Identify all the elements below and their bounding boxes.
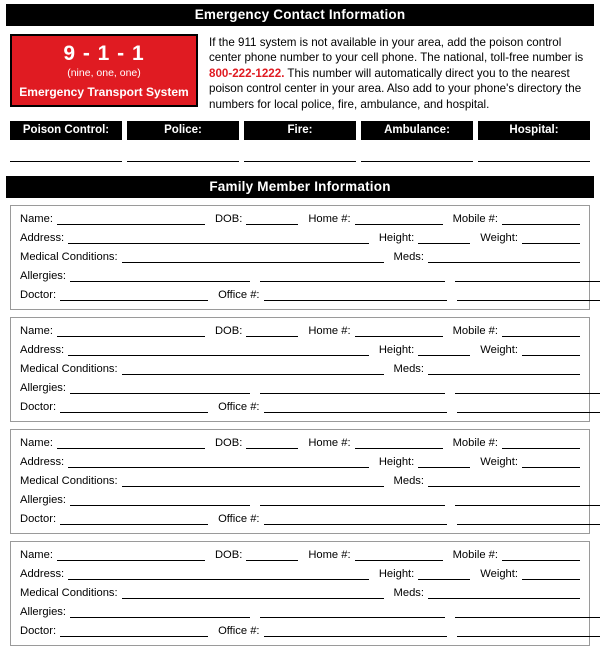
field-weight[interactable] (522, 456, 580, 468)
field-name[interactable] (57, 549, 205, 561)
field-allergies-b[interactable] (260, 606, 445, 618)
field-meds[interactable] (428, 363, 580, 375)
nine-one-one-badge (10, 34, 198, 107)
nine-one-one-number: 9 - 1 - 1 (63, 42, 145, 65)
label-weight: Weight: (480, 567, 518, 580)
contact-line-fire[interactable] (244, 160, 356, 162)
field-home-phone[interactable] (355, 213, 443, 225)
contact-line-police[interactable] (127, 160, 239, 162)
label-weight: Weight: (480, 231, 518, 244)
field-height[interactable] (418, 344, 470, 356)
nine-one-one-spelled: (nine, one, one) (67, 67, 141, 80)
member-row-identity (20, 437, 580, 449)
label-mobile-phone: Mobile #: (452, 212, 498, 225)
contact-label-fire: Fire: (244, 121, 356, 140)
label-doctor: Doctor: (20, 400, 57, 413)
field-doctor-extra[interactable] (457, 401, 600, 413)
label-home-phone: Home #: (308, 212, 351, 225)
field-meds[interactable] (428, 251, 580, 263)
field-mobile-phone[interactable] (502, 437, 580, 449)
field-mobile-phone[interactable] (502, 325, 580, 337)
contact-label-ambulance: Ambulance: (361, 121, 473, 140)
field-medical-conditions[interactable] (122, 475, 384, 487)
field-doctor[interactable] (60, 513, 208, 525)
contact-label-hospital: Hospital: (478, 121, 590, 140)
label-address: Address: (20, 343, 65, 356)
member-row-medical (20, 587, 580, 599)
label-doctor: Doctor: (20, 512, 57, 525)
label-name: Name: (20, 436, 53, 449)
contact-label-police: Police: (127, 121, 239, 140)
field-home-phone[interactable] (355, 437, 443, 449)
emergency-contact-document (0, 4, 600, 637)
label-doctor: Doctor: (20, 624, 57, 637)
field-address[interactable] (68, 344, 369, 356)
label-meds: Meds: (393, 362, 424, 375)
family-member-card (10, 205, 590, 310)
field-allergies-a[interactable] (70, 270, 250, 282)
field-medical-conditions[interactable] (122, 363, 384, 375)
contact-line-hospital[interactable] (478, 160, 590, 162)
label-allergies: Allergies: (20, 605, 67, 618)
field-allergies-c[interactable] (455, 606, 600, 618)
label-name: Name: (20, 324, 53, 337)
label-home-phone: Home #: (308, 548, 351, 561)
field-allergies-a[interactable] (70, 382, 250, 394)
label-address: Address: (20, 455, 65, 468)
field-name[interactable] (57, 437, 205, 449)
field-allergies-c[interactable] (455, 494, 600, 506)
field-home-phone[interactable] (355, 549, 443, 561)
label-medical-conditions: Medical Conditions: (20, 250, 118, 263)
field-dob[interactable] (246, 213, 298, 225)
family-member-card (10, 429, 590, 534)
label-mobile-phone: Mobile #: (452, 548, 498, 561)
label-mobile-phone: Mobile #: (452, 324, 498, 337)
poison-control-paragraph (198, 34, 590, 112)
field-address[interactable] (68, 568, 369, 580)
label-mobile-phone: Mobile #: (452, 436, 498, 449)
label-name: Name: (20, 548, 53, 561)
member-row-allergies (20, 382, 580, 394)
label-weight: Weight: (480, 343, 518, 356)
field-office-phone[interactable] (264, 625, 447, 637)
member-row-address (20, 568, 580, 580)
member-row-address (20, 456, 580, 468)
field-mobile-phone[interactable] (502, 549, 580, 561)
field-office-phone[interactable] (264, 401, 447, 413)
label-height: Height: (378, 343, 415, 356)
field-name[interactable] (57, 213, 205, 225)
label-office-phone: Office #: (218, 400, 260, 413)
label-allergies: Allergies: (20, 493, 67, 506)
label-office-phone: Office #: (218, 288, 260, 301)
member-row-allergies (20, 494, 580, 506)
field-address[interactable] (68, 456, 369, 468)
field-meds[interactable] (428, 587, 580, 599)
field-weight[interactable] (522, 344, 580, 356)
member-row-identity (20, 325, 580, 337)
contact-line-ambulance[interactable] (361, 160, 473, 162)
member-row-allergies (20, 270, 580, 282)
field-height[interactable] (418, 568, 470, 580)
member-row-address (20, 232, 580, 244)
field-doctor[interactable] (60, 401, 208, 413)
contact-line-poison-control[interactable] (10, 160, 122, 162)
label-dob: DOB: (214, 548, 243, 561)
field-allergies-b[interactable] (260, 494, 445, 506)
field-mobile-phone[interactable] (502, 213, 580, 225)
label-home-phone: Home #: (308, 324, 351, 337)
contact-write-in-lines (6, 160, 594, 162)
emergency-info-row (6, 34, 594, 112)
label-meds: Meds: (393, 474, 424, 487)
label-address: Address: (20, 231, 65, 244)
label-medical-conditions: Medical Conditions: (20, 362, 118, 375)
paragraph-part-one: If the 911 system is not available in your area, add the poison control center phone number to your cell phone. The national, toll-free number is (209, 36, 584, 65)
label-meds: Meds: (393, 250, 424, 263)
field-height[interactable] (418, 456, 470, 468)
label-medical-conditions: Medical Conditions: (20, 474, 118, 487)
field-allergies-b[interactable] (260, 270, 445, 282)
label-address: Address: (20, 567, 65, 580)
field-allergies-a[interactable] (70, 494, 250, 506)
field-dob[interactable] (246, 437, 298, 449)
label-weight: Weight: (480, 455, 518, 468)
field-doctor-extra[interactable] (457, 625, 600, 637)
member-row-address (20, 344, 580, 356)
emergency-section-header: Emergency Contact Information (6, 4, 594, 26)
field-height[interactable] (418, 232, 470, 244)
field-medical-conditions[interactable] (122, 251, 384, 263)
family-member-card (10, 317, 590, 422)
field-weight[interactable] (522, 568, 580, 580)
label-home-phone: Home #: (308, 436, 351, 449)
label-allergies: Allergies: (20, 269, 67, 282)
member-row-doctor (20, 625, 580, 637)
label-dob: DOB: (214, 436, 243, 449)
member-row-identity (20, 549, 580, 561)
family-member-card (10, 541, 590, 646)
family-section-header: Family Member Information (6, 176, 594, 198)
paragraph-part-two: This number will automatically direct you to the nearest poison control center in your area. Also add to your phone's directory the numbers for local police, fire, ambulance, and hospital. (209, 66, 582, 111)
field-meds[interactable] (428, 475, 580, 487)
member-row-allergies (20, 606, 580, 618)
label-height: Height: (378, 455, 415, 468)
field-medical-conditions[interactable] (122, 587, 384, 599)
field-allergies-c[interactable] (455, 382, 600, 394)
label-height: Height: (378, 231, 415, 244)
label-allergies: Allergies: (20, 381, 67, 394)
field-address[interactable] (68, 232, 369, 244)
member-row-doctor (20, 401, 580, 413)
label-dob: DOB: (214, 212, 243, 225)
label-height: Height: (378, 567, 415, 580)
label-office-phone: Office #: (218, 624, 260, 637)
field-weight[interactable] (522, 232, 580, 244)
field-office-phone[interactable] (264, 513, 447, 525)
member-row-doctor (20, 289, 580, 301)
field-allergies-a[interactable] (70, 606, 250, 618)
label-doctor: Doctor: (20, 288, 57, 301)
member-row-medical (20, 475, 580, 487)
field-allergies-c[interactable] (455, 270, 600, 282)
label-office-phone: Office #: (218, 512, 260, 525)
field-name[interactable] (57, 325, 205, 337)
field-doctor[interactable] (60, 289, 208, 301)
member-row-doctor (20, 513, 580, 525)
field-home-phone[interactable] (355, 325, 443, 337)
label-medical-conditions: Medical Conditions: (20, 586, 118, 599)
emergency-transport-system-label: Emergency Transport System (19, 84, 189, 99)
poison-control-phone-number: 800-222-1222. (209, 66, 285, 80)
field-allergies-b[interactable] (260, 382, 445, 394)
member-row-medical (20, 363, 580, 375)
contact-label-poison-control: Poison Control: (10, 121, 122, 140)
field-doctor[interactable] (60, 625, 208, 637)
field-doctor-extra[interactable] (457, 513, 600, 525)
member-row-identity (20, 213, 580, 225)
label-name: Name: (20, 212, 53, 225)
member-row-medical (20, 251, 580, 263)
label-meds: Meds: (393, 586, 424, 599)
label-dob: DOB: (214, 324, 243, 337)
field-doctor-extra[interactable] (457, 289, 600, 301)
contact-label-bars (6, 121, 594, 140)
field-dob[interactable] (246, 549, 298, 561)
field-dob[interactable] (246, 325, 298, 337)
field-office-phone[interactable] (264, 289, 447, 301)
